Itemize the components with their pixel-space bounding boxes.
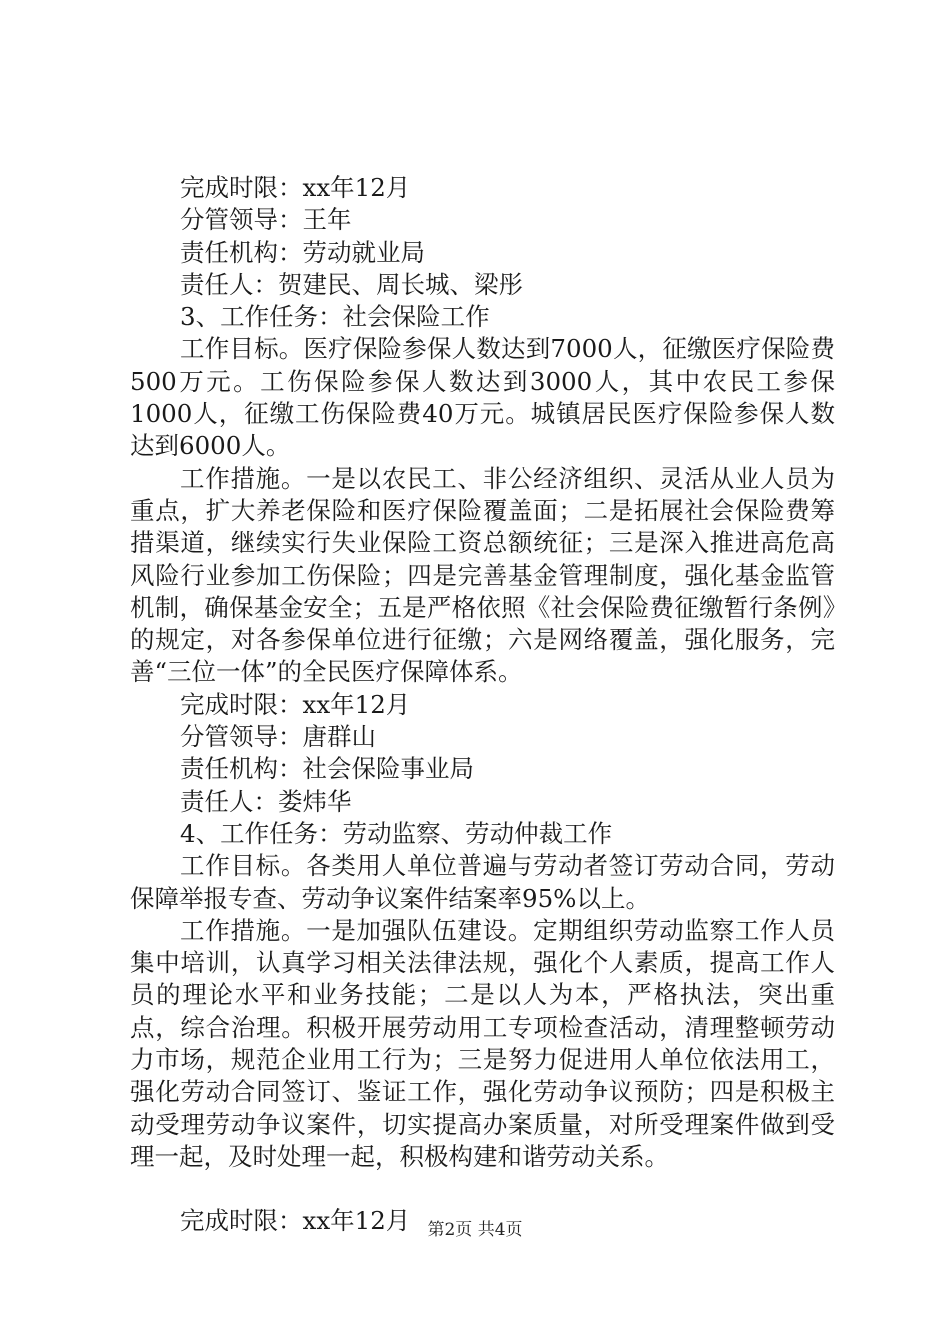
agency-line: 责任机构：劳动就业局 <box>180 237 425 267</box>
measures-paragraph-3: 工作措施。一是以农民工、非公经济组织、灵活从业人员为重点，扩大养老保险和医疗保险覆盖面；二是拓展社会保险费筹措渠道，继续实行失业保险工资总额统征；三是深入推进高危高风险行业参加工伤保险；四是完善基金管理制度，强化基金监管机制，确保基金安全；五是严格依照《社会保险费征缴暂行条例》的规定，对各参保单位进行征缴；六是网络覆盖，强化服务，完善“三位一体”的全民医疗保障体系。 <box>130 463 835 687</box>
leader-line: 分管领导：王年 <box>180 205 352 235</box>
task-heading-4: 4、工作任务：劳动监察、劳动仲裁工作 <box>180 818 613 848</box>
agency-line: 责任机构：社会保险事业局 <box>180 754 474 784</box>
deadline-line: 完成时限：xx年12月 <box>180 1206 411 1236</box>
task-heading-3: 3、工作任务：社会保险工作 <box>180 302 490 332</box>
responsible-line: 责任人：贺建民、周长城、梁彤 <box>180 269 523 299</box>
goal-paragraph-3: 工作目标。医疗保险参保人数达到7000人，征缴医疗保险费500万元。工伤保险参保人数达到3000人，其中农民工参保1000人，征缴工伤保险费40万元。城镇居民医疗保险参保人数达到6000人。 <box>130 334 835 461</box>
deadline-line: 完成时限：xx年12月 <box>180 689 411 719</box>
responsible-line: 责任人：娄炜华 <box>180 786 352 816</box>
leader-line: 分管领导：唐群山 <box>180 722 376 752</box>
spacer <box>130 1173 835 1205</box>
measures-paragraph-4: 工作措施。一是加强队伍建设。定期组织劳动监察工作人员集中培训，认真学习相关法律法规，强化个人素质，提高工作人员的理论水平和业务技能；二是以人为本，严格执法，突出重点，综合治理。积极开展劳动用工专项检查活动，清理整顿劳动力市场，规范企业用工行为；三是努力促进用人单位依法用工，强化劳动合同签订、鉴证工作，强化劳动争议预防；四是积极主动受理劳动争议案件，切实提高办案质量，对所受理案件做到受理一起，及时处理一起，积极构建和谐劳动关系。 <box>130 915 835 1171</box>
deadline-line: 完成时限：xx年12月 <box>180 173 411 202</box>
goal-paragraph-4: 工作目标。各类用人单位普遍与劳动者签订劳动合同，劳动保障举报专查、劳动争议案件结案率95%以上。 <box>130 851 835 913</box>
page-footer: 第2页 共4页 <box>427 1220 523 1240</box>
document-body <box>130 172 835 1238</box>
